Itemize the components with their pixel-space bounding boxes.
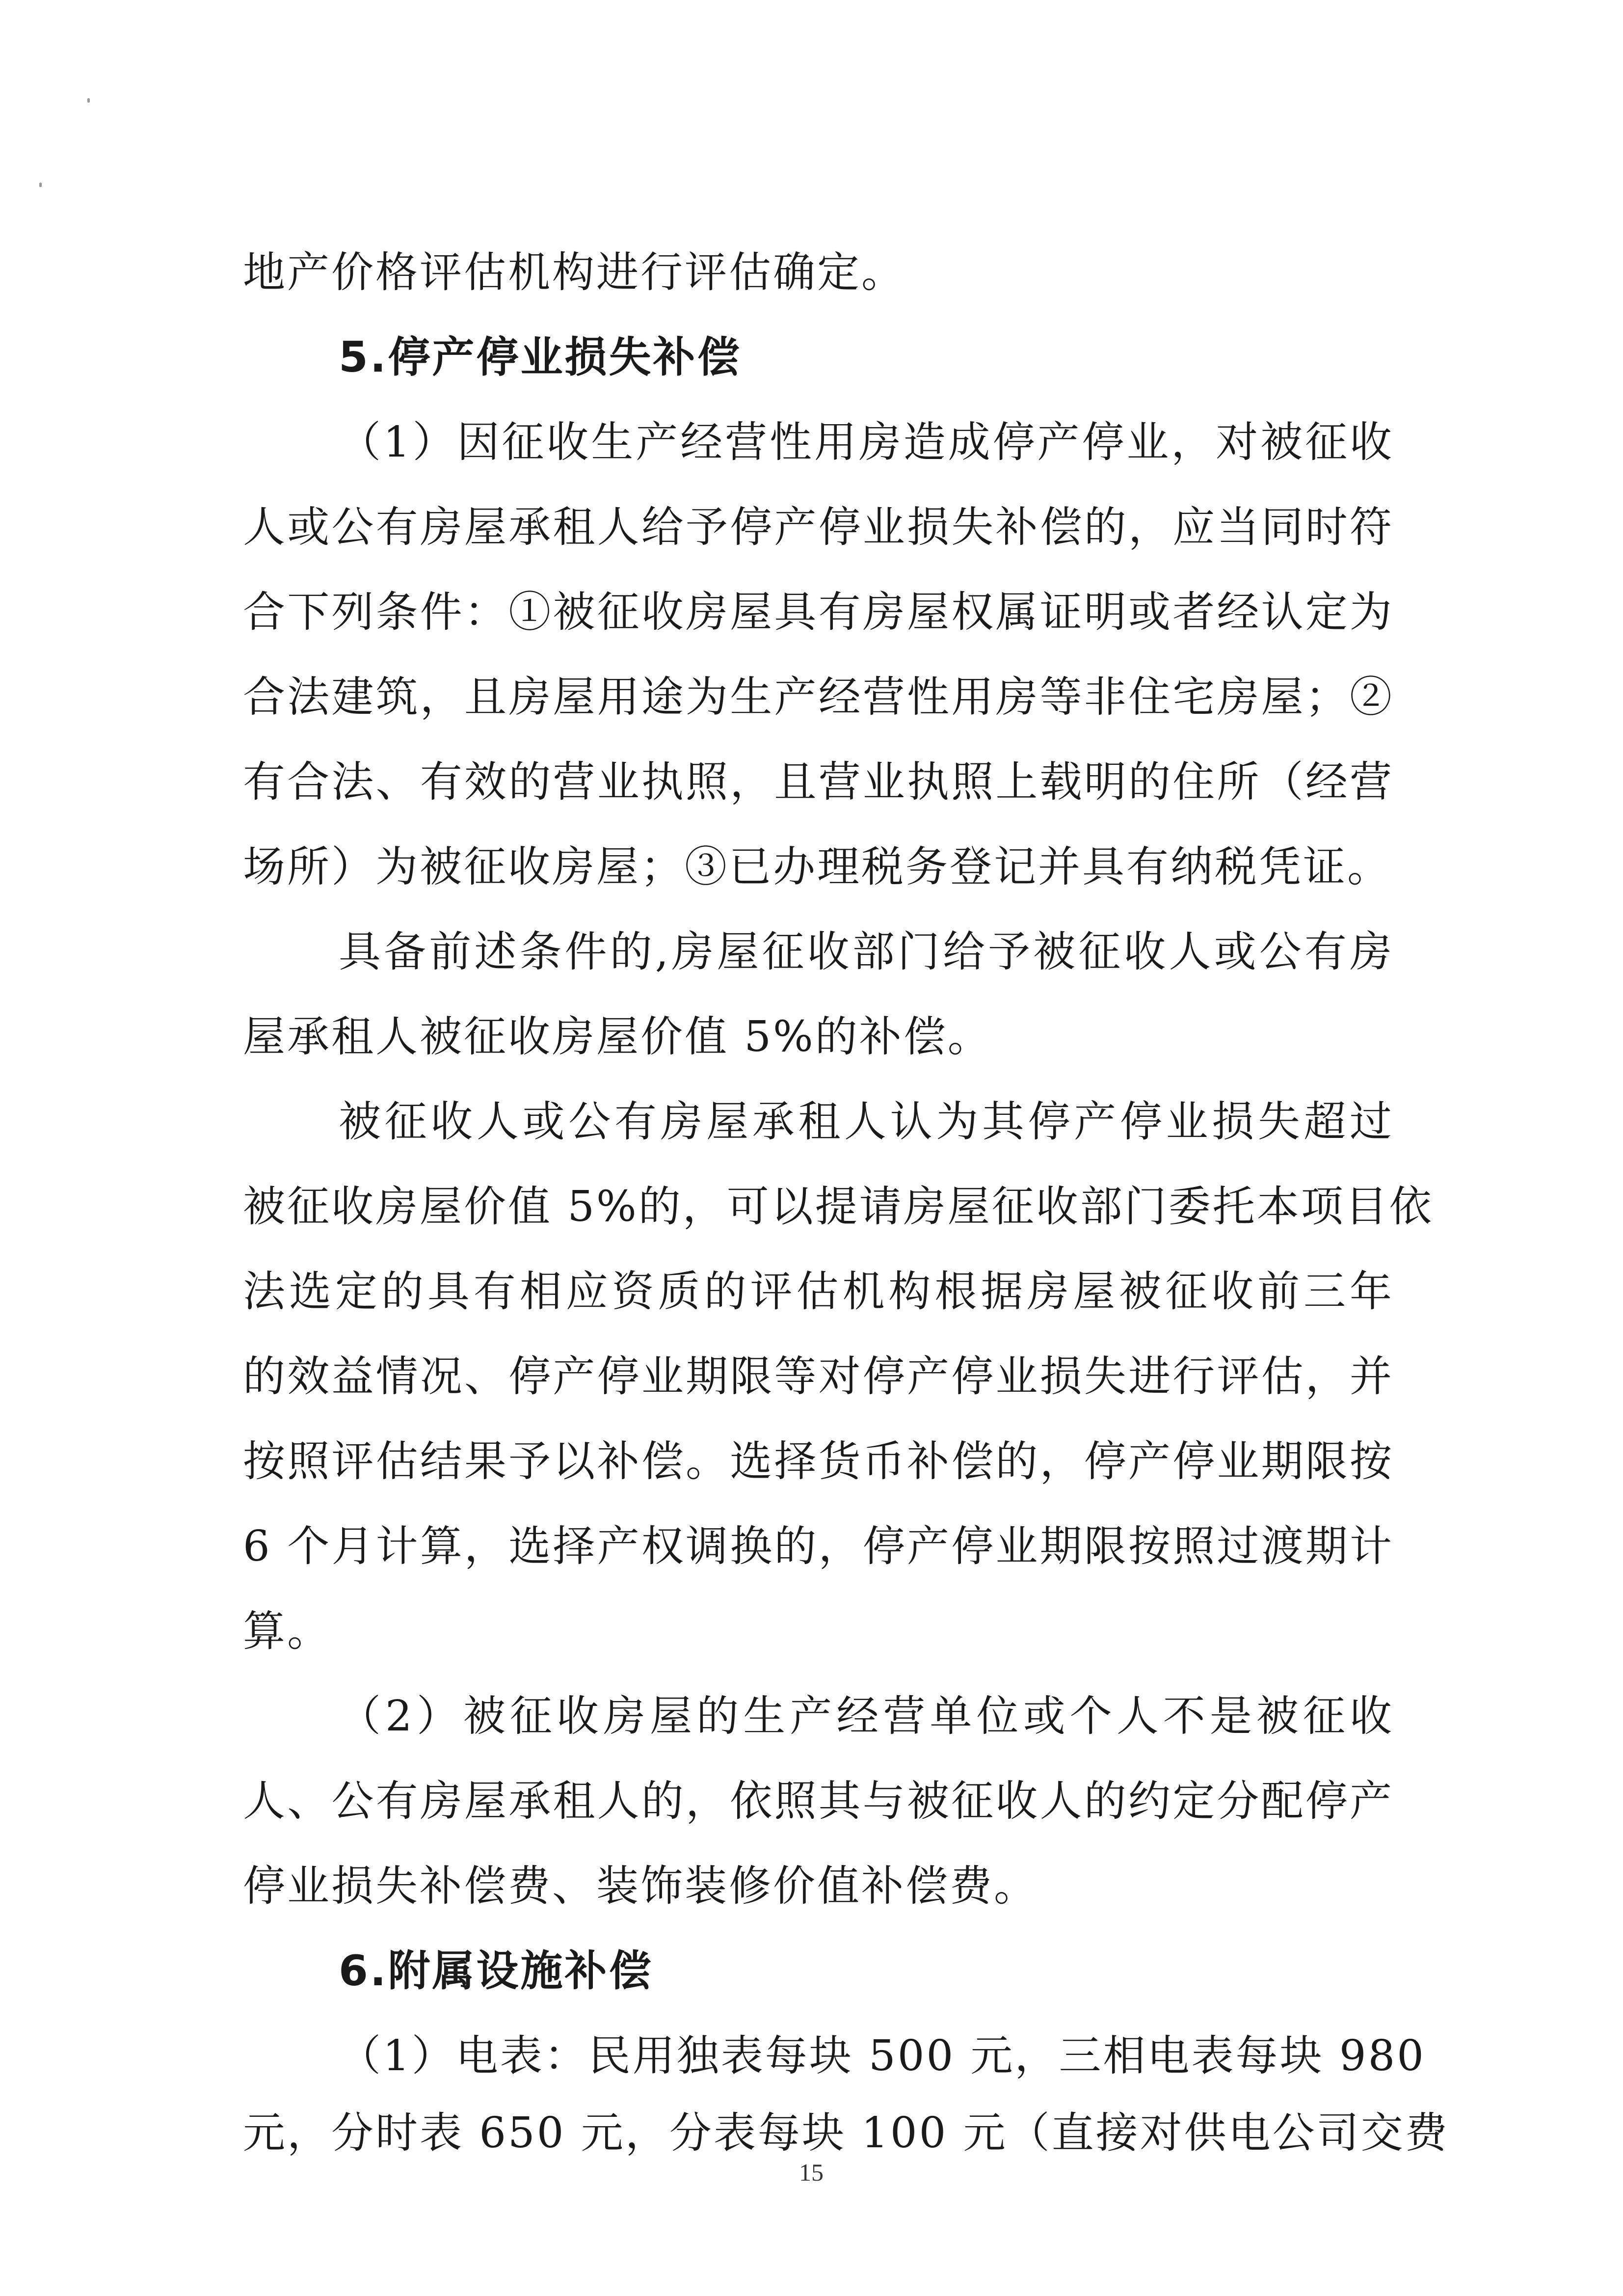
scan-speck: [87, 98, 90, 103]
page-number: 15: [799, 2159, 824, 2186]
text-line: （2）被征收房屋的生产经营单位或个人不是被征收: [339, 1692, 1394, 1741]
section-heading: 6.附属设施补偿: [339, 1946, 653, 1996]
text-line: 法选定的具有相应资质的评估机构根据房屋被征收前三年: [243, 1267, 1394, 1316]
text-line: 6 个月计算，选择产权调换的，停产停业期限按照过渡期计: [243, 1522, 1394, 1571]
scan-speck: [39, 183, 42, 187]
text-line: 人或公有房屋承租人给予停产停业损失补偿的，应当同时符: [243, 503, 1394, 552]
text-line: 地产价格评估机构进行评估确定。: [243, 248, 905, 297]
text-line: 有合法、有效的营业执照，且营业执照上载明的住所（经营: [243, 757, 1394, 807]
text-line: 按照评估结果予以补偿。选择货币补偿的，停产停业期限按: [243, 1437, 1394, 1486]
text-line: 合下列条件：①被征收房屋具有房屋权属证明或者经认定为: [243, 588, 1394, 637]
text-line: 的效益情况、停产停业期限等对停产停业损失进行评估，并: [243, 1352, 1394, 1401]
text-line: 算。: [243, 1607, 331, 1656]
text-line: （1）电表：民用独表每块 500 元，三相电表每块 980: [339, 2031, 1426, 2080]
text-line: 停业损失补偿费、装饰装修价值补偿费。: [243, 1862, 1038, 1911]
text-line: 屋承租人被征收房屋价值 5%的补偿。: [243, 1012, 992, 1061]
text-line: 被征收房屋价值 5%的，可以提请房屋征收部门委托本项目依: [243, 1182, 1434, 1231]
text-line: 合法建筑，且房屋用途为生产经营性用房等非住宅房屋；②: [243, 673, 1394, 722]
text-line: 具备前述条件的,房屋征收部门给予被征收人或公有房: [339, 927, 1394, 976]
text-line: 元，分时表 650 元，分表每块 100 元（直接对供电公司交费: [243, 2108, 1449, 2158]
text-line: 人、公有房屋承租人的，依照其与被征收人的约定分配停产: [243, 1777, 1394, 1826]
text-line: 被征收人或公有房屋承租人认为其停产停业损失超过: [339, 1097, 1394, 1146]
section-heading: 5.停产停业损失补偿: [339, 333, 742, 382]
text-line: 场所）为被征收房屋；③已办理税务登记并具有纳税凭证。: [243, 842, 1391, 891]
text-line: （1）因征收生产经营性用房造成停产停业，对被征收: [339, 418, 1394, 467]
